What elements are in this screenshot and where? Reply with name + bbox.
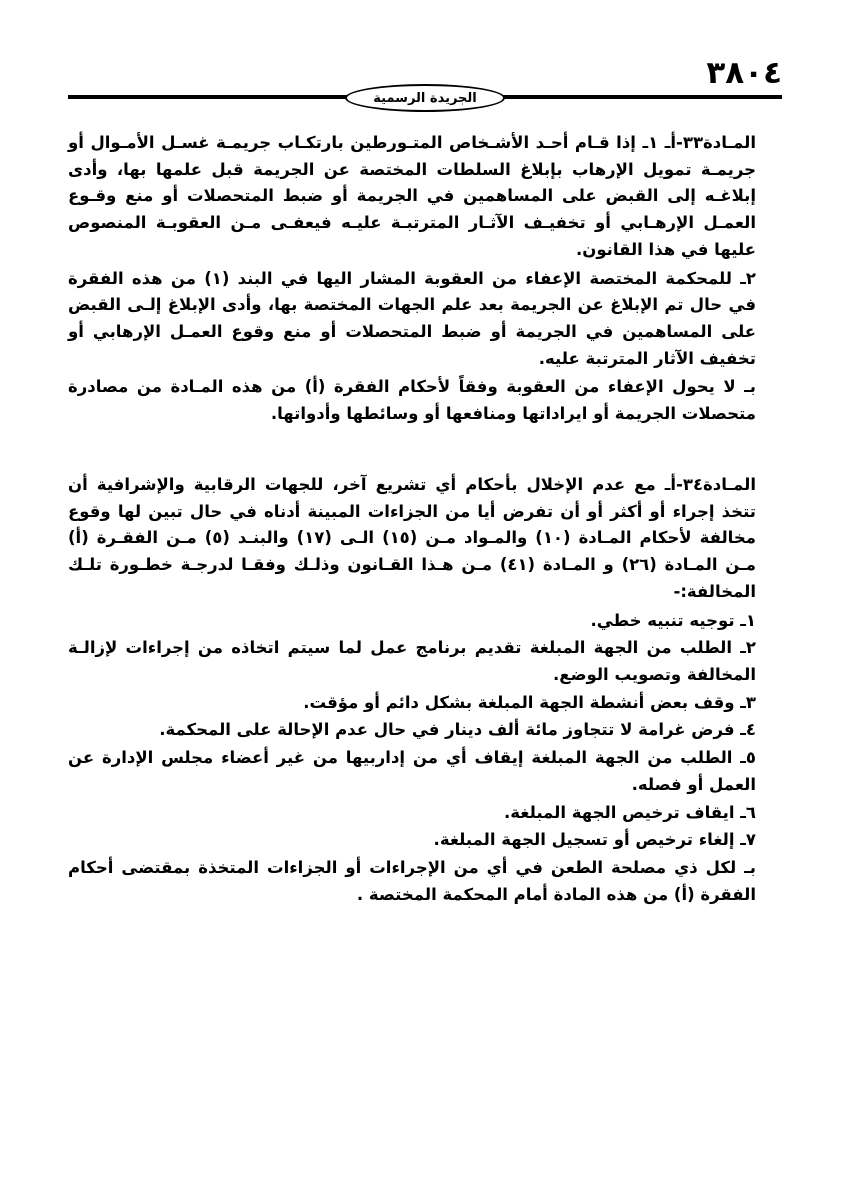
article-34-paragraph-a: المـادة٣٤-أـ مع عدم الإخلال بأحكام أي تشريع آخر، للجهات الرقابية والإشرافية أن تتخذ إجراء أو أكثر أو أن تفرض أيا من الجزاءات المبينة أدناه في حال تبين لها وقوع مخالفة لأحكام المـادة (١٠) والمـواد مـن (١٥) الـى (١٧) والبنـد (٥) مـن الفقـرة (أ) مـن المـادة (٢٦) و المـادة (٤١) مـن هـذا القـانون وذلـك وفقـا لدرجـة خطـورة تلـك المخالفة:- (68, 474, 756, 601)
list-item: ٢ـ الطلب من الجهة المبلغة تقديم برنامج عمل لما سيتم اتخاذه من إجراءات لإزالـة المخالفة وتصويب الوضع. (68, 638, 756, 684)
article-34-paragraph-b: بـ لكل ذي مصلحة الطعن في أي من الإجراءات أو الجزاءات المتخذة بمقتضى أحكام الفقرة (أ) من هذه المادة أمام المحكمة المختصة . (68, 857, 756, 904)
list-item: ٧ـ إلغاء ترخيص أو تسجيل الجهة المبلغة. (433, 830, 756, 850)
list-item: ٤ـ فرض غرامة لا تتجاوز مائة ألف دينار في حال عدم الإحالة على المحكمة. (159, 720, 756, 740)
page-header (68, 55, 782, 118)
list-item: ٣ـ وقف بعض أنشطة الجهة المبلغة بشكل دائم أو مؤقت. (303, 692, 756, 712)
header-rule-group (68, 84, 782, 110)
article-33-clause-2: ٢ـ للمحكمة المختصة الإعفاء من العقوبة المشار اليها في البند (١) من هذه الفقرة في حال تم الإبلاغ عن الجريمة بعد علم الجهات المختصة بها، وأدى الإبلاغ إلـى القبض على المساهمين في الجريمة أو ضبط المتحصلات أو منع وقوع العمـل الإرهابي أو تخفيف الآثار المترتبة عليه. (68, 268, 756, 368)
article-33-paragraph-b: بـ لا يحول الإعفاء من العقوبة وفقاً لأحكام الفقرة (أ) من هذه المـادة من مصادرة متحصلات الجريمة أو ايراداتها ومنافعها أو وسائطها وأدواتها. (68, 377, 756, 424)
article-34 (68, 472, 782, 909)
article-33-paragraph-a: المـادة٣٣-أـ ١ـ إذا قـام أحـد الأشـخاص المتـورطين بارتكـاب جريمـة غسـل الأمـوال أو جريمـة تمويل الإرهاب بإبلاغ السلطات المختصة عن الجريمة قبل علمها بها، وأدى إبلاغـه إلى القبض على المساهمين في الجريمة أو ضبط المتحصلات أو منع وقـوع العمـل الإرهـابي أو تخفيـف الآثـار المترتبـة عليـه فيعفـى مـن العقوبـة المنصوص عليها في هذا القانون. (68, 133, 757, 259)
list-item: ١ـ توجيه تنبيه خطي. (590, 610, 756, 630)
gazette-title-badge: الجريدة الرسمية (345, 84, 505, 112)
document-body (68, 130, 782, 910)
list-item: ٦ـ ايقاف ترخيص الجهة المبلغة. (504, 802, 756, 822)
section-gap (68, 430, 782, 472)
list-item: ٥ـ الطلب من الجهة المبلغة إيقاف أي من إداربيها من غير أعضاء مجلس الإدارة عن العمل أو فصله. (68, 748, 756, 794)
article-33 (68, 130, 782, 428)
page-number: ٣٨٠٤ (706, 55, 782, 91)
